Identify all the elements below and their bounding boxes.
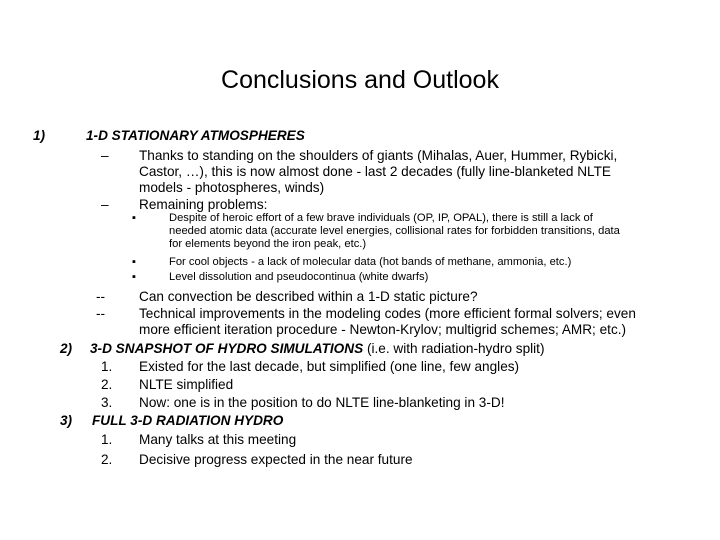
section-2-item-3-text: Now: one is in the position to do NLTE line-blanketing in 3-D!: [139, 395, 505, 410]
section-1-heading: 1-D STATIONARY ATMOSPHERES: [86, 128, 305, 143]
section-2-header-line: [90, 341, 544, 357]
section-3-item-1-marker: 1.: [101, 432, 113, 447]
extra-1-marker: --: [96, 289, 106, 304]
section-3-item-2-text: Decisive progress expected in the near future: [139, 452, 413, 467]
problem-2-line-1: For cool objects - a lack of molecular data (hot bands of methane, ammonia, etc.): [169, 256, 572, 268]
section-1-number: 1): [33, 128, 46, 143]
section-3-item-2-marker: 2.: [101, 452, 113, 467]
extra-1-line-1: Can convection be described within a 1-D static picture?: [139, 289, 478, 304]
section-2-item-2-marker: 2.: [101, 377, 113, 392]
section-2-item-1-marker: 1.: [101, 359, 113, 374]
section-3-heading: FULL 3-D RADIATION HYDRO: [92, 413, 284, 428]
section-2-heading: 3-D SNAPSHOT OF HYDRO SIMULATIONS: [90, 341, 364, 356]
problem-1-line-3: for elements beyond the iron peak, etc.): [169, 238, 367, 250]
section-1-item-1-line-2: Castor, …), this is now almost done - last 2 decades (fully line-blanketed NLTE: [139, 164, 611, 179]
problem-2-bullet: ▪: [132, 256, 136, 268]
section-3-item-1-text: Many talks at this meeting: [139, 432, 297, 447]
extra-2-line-2: more efficient iteration procedure - Newton-Krylov; multigrid schemes; AMR; etc.): [139, 322, 627, 337]
problem-3-line-1: Level dissolution and pseudocontinua (white dwarfs): [169, 271, 429, 283]
section-1-item-2-line-1: Remaining problems:: [139, 197, 268, 212]
section-1-item-1-marker: –: [101, 148, 109, 163]
extra-2-marker: --: [96, 306, 106, 321]
section-2-item-1-text: Existed for the last decade, but simplified (one line, few angles): [139, 359, 520, 374]
section-2-note: (i.e. with radiation-hydro split): [366, 341, 545, 356]
section-2-number: 2): [60, 341, 73, 356]
section-3-number: 3): [60, 413, 73, 428]
section-2-item-2-text: NLTE simplified: [139, 377, 234, 392]
problem-1-line-1: Despite of heroic effort of a few brave individuals (OP, IP, OPAL), there is still a lack of: [169, 212, 593, 224]
section-2-item-3-marker: 3.: [101, 395, 113, 410]
section-1-item-1-line-1: Thanks to standing on the shoulders of giants (Mihalas, Auer, Hummer, Rybicki,: [139, 148, 618, 163]
section-1-item-1-line-3: models - photospheres, winds): [139, 180, 325, 195]
problem-1-bullet: ▪: [132, 212, 136, 224]
slide-title: Conclusions and Outlook: [221, 66, 499, 94]
extra-2-line-1: Technical improvements in the modeling codes (more efficient formal solvers; even: [139, 306, 636, 321]
section-1-item-2-marker: –: [101, 197, 109, 212]
problem-3-bullet: ▪: [132, 271, 136, 283]
problem-1-line-2: needed atomic data (accurate level energies, collisional rates for forbidden transitions, data: [169, 225, 620, 237]
